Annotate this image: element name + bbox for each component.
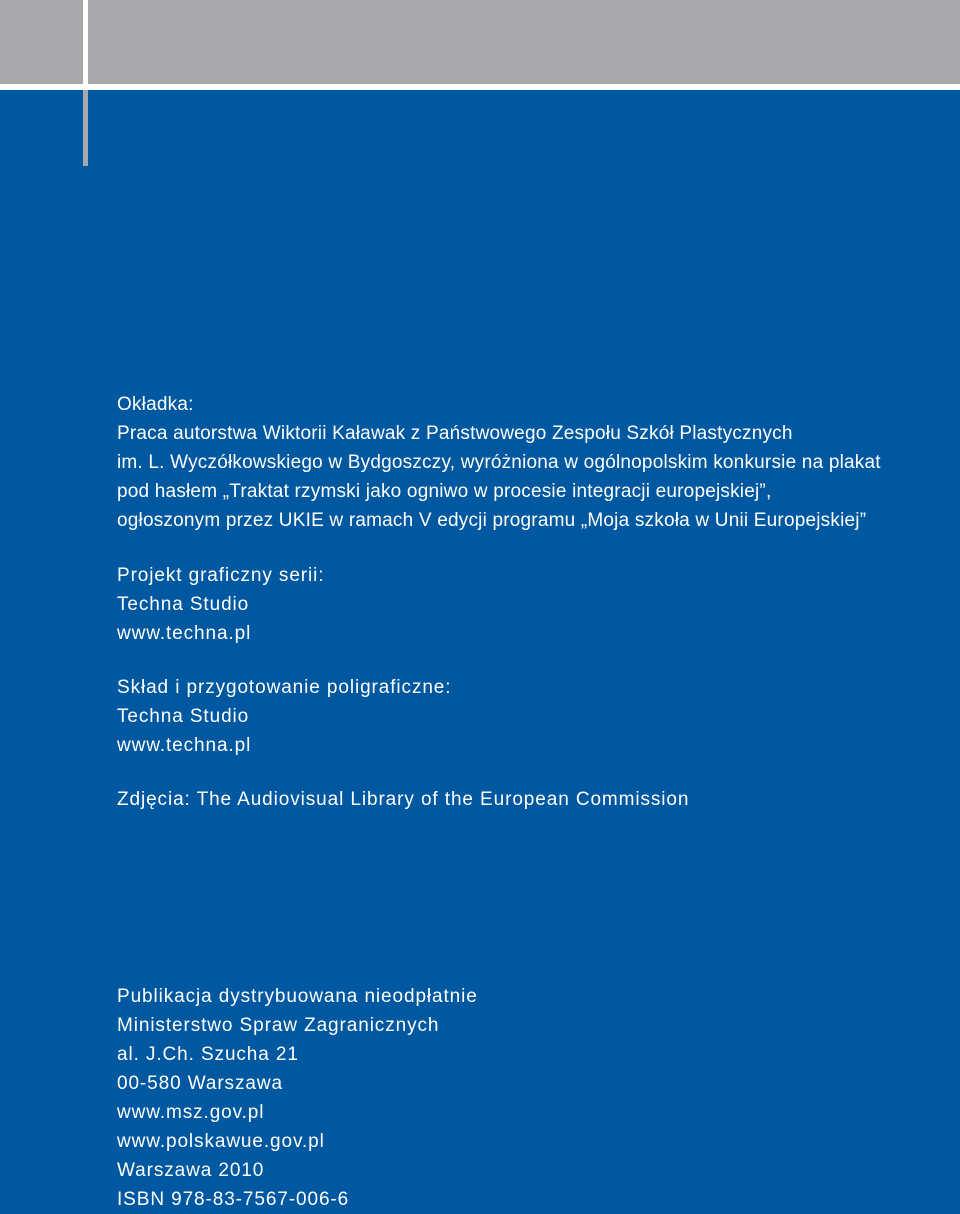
publisher-city: 00-580 Warszawa (117, 1073, 283, 1094)
typesetting-url: www.techna.pl (117, 735, 252, 756)
vertical-white-bar (83, 0, 88, 86)
publisher-street: al. J.Ch. Szucha 21 (117, 1044, 299, 1065)
place-year: Warszawa 2010 (117, 1160, 265, 1181)
top-grey-band (0, 0, 960, 84)
design-label: Projekt graficzny serii: (117, 565, 325, 586)
cover-line: ogłoszonym przez UKIE w ramach V edycji programu „Moja szkoła w Unii Europejskiej” (117, 510, 867, 531)
photo-credits-text: Zdjęcia: The Audiovisual Library of the European Commission (117, 789, 690, 810)
publisher-info (117, 982, 478, 1214)
cover-line: pod hasłem „Traktat rzymski jako ogniwo w procesie integracji europejskiej”, (117, 481, 772, 502)
typesetting-credits (117, 673, 451, 760)
cover-credits (117, 390, 881, 535)
photo-credits (117, 785, 689, 814)
typesetting-studio: Techna Studio (117, 706, 250, 727)
typesetting-label: Skład i przygotowanie poligraficzne: (117, 677, 452, 698)
publisher-url-polskawue: www.polskawue.gov.pl (117, 1131, 325, 1152)
design-url: www.techna.pl (117, 623, 252, 644)
publisher-url-msz: www.msz.gov.pl (117, 1102, 265, 1123)
isbn: ISBN 978-83-7567-006-6 (117, 1189, 350, 1210)
design-studio: Techna Studio (117, 594, 250, 615)
design-credits (117, 561, 324, 648)
distribution-note: Publikacja dystrybuowana nieodpłatnie (117, 986, 478, 1007)
cover-line: Praca autorstwa Wiktorii Kaławak z Państwowego Zespołu Szkół Plastycznych (117, 423, 793, 444)
cover-label: Okładka: (117, 394, 194, 415)
publisher-name: Ministerstwo Spraw Zagranicznych (117, 1015, 440, 1036)
vertical-grey-bar (83, 90, 88, 166)
top-white-line (0, 84, 960, 90)
cover-line: im. L. Wyczółkowskiego w Bydgoszczy, wyróżniona w ogólnopolskim konkursie na plakat (117, 452, 881, 473)
